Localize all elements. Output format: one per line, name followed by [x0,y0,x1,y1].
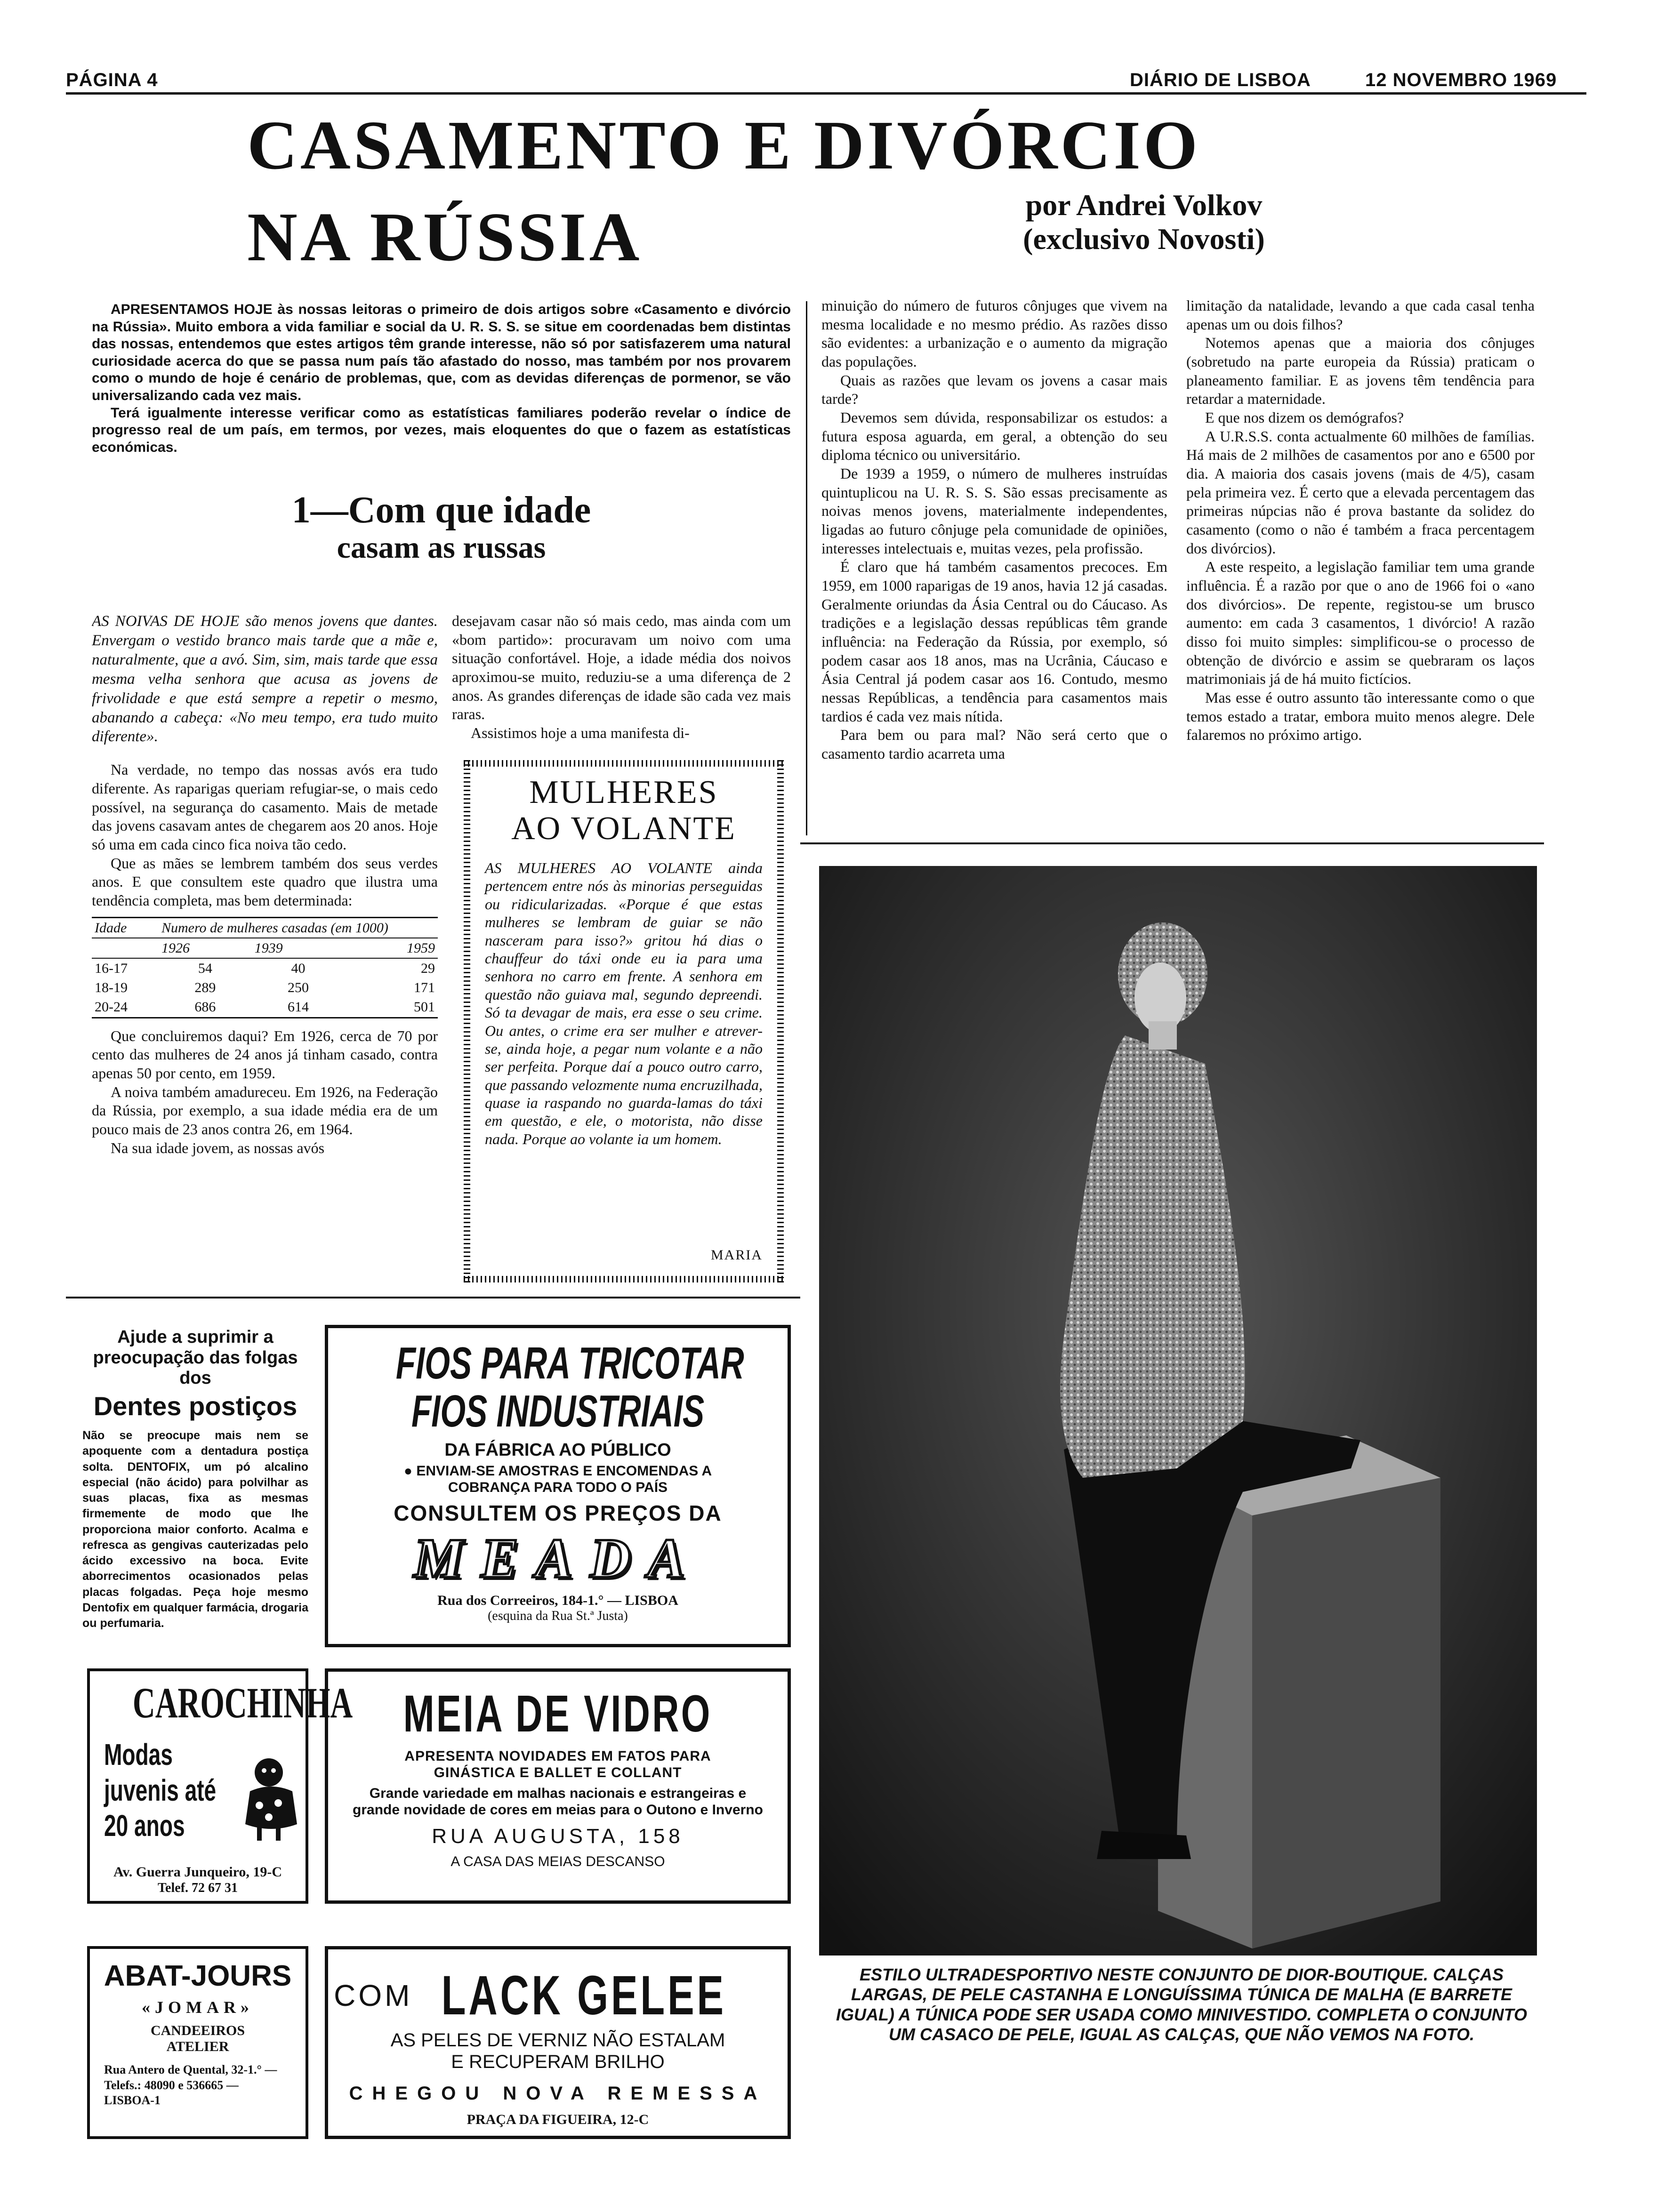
body-paragraph: E que nos dizem os demógrafos? [1205,409,1404,426]
body-paragraph: Na sua idade jovem, as nossas avós [111,1139,325,1156]
sidebar-title-line1: MULHERES [529,774,718,810]
ad-meia-brand: MEIA DE VIDRO [403,1685,713,1743]
body-paragraph: A noiva também amadureceu. Em 1926, na Federação da Rússia, por exemplo, a sua idade média era de um pouco mais de 23 anos contra 26, em 1964. [92,1083,438,1138]
article-column-4 [1186,297,1535,833]
ad-carochinha-line3: 20 anos [104,1809,185,1843]
article-column-2 [452,612,791,753]
header-rule [66,92,1586,95]
ad-lack-gelee [325,1946,791,2139]
body-paragraph: É claro que há também casamentos precoces. Em 1959, em 1000 raparigas de 19 anos, havia 12 já casadas. Geralmente oriundas da Ásia Central ou do Cáucaso. As tradições e a legislação dessas repúblicas têm grande influência: na Federação da Rússia, por exemplo, só podem casar aos 18 anos, mas na Ucrânia, Cáucaso e Ásia Central já podem casar aos 16. Contudo, mesmo nessas Repúblicas, a tendência para casamentos mais tardios é cada vez mais nítida. [821,558,1167,725]
body-paragraph: Quais as razões que levam os jovens a casar mais tarde? [821,371,1167,408]
body-paragraph: A U.R.S.S. conta actualmente 60 milhões de famílias. Há mais de 2 milhões de casamentos por ano e 6500 por dia. A maioria dos casais jovens (mais de 4/5), casam pela primeira vez. É certo que a elevada percentagem das primeiras núpcias não é prova bastante da solidez do casamento (como o não é também a fraca percentagem dos divórcios). [1186,427,1535,557]
byline-author: por Andrei Volkov [1025,188,1263,222]
section-subhead [92,489,791,565]
ad-meia-line1: APRESENTA NOVIDADES EM FATOS PARA GINÁSTICA E BALLET E COLLANT [404,1748,711,1780]
section-rule [800,842,1544,844]
article-title-line1: CASAMENTO E DIVÓRCIO [247,107,1201,184]
body-paragraph: Devemos sem dúvida, responsabilizar os estudos: a futura esposa aguarda, em geral, a obtenção do seu diploma técnico ou universitário. [821,409,1167,464]
sidebar-border-bottom [464,1276,784,1282]
table-year-row [92,938,438,958]
body-paragraph: De 1939 a 1959, o número de mulheres instruídas quintuplicou na U. R. S. S. São essas precisamente as noivas menos jovens, materialmente independentes, ligadas ao futuro cônjuge pela comunidade de opiniões, interesses intelectuais e, muitas vezes, pela profissão. [821,465,1167,557]
fashion-photo-image [819,866,1537,1956]
ad-lack-headline [328,1964,788,2028]
table-cell-age: 18-19 [95,980,128,996]
ad-lack-address: PRAÇA DA FIGUEIRA, 12-C [467,2112,649,2127]
photo-caption: ESTILO ULTRADESPORTIVO NESTE CONJUNTO DE DIOR-BOUTIQUE. CALÇAS LARGAS, DE PELE CASTANHA E LONGUÍSSIMA TÚNICA DE MALHA (E BARRETE IGUAL) A TÚNICA PODE SER USADA COMO MINIVESTIDO. COMPLETA O CONJUNTO UM CASACO DE PELE, IGUAL AS CALÇAS, QUE NÃO VEMOS NA FOTO. [836,1965,1528,2044]
page-number: PÁGINA 4 [66,70,158,90]
ad-carochinha-line1: Modas [104,1738,173,1771]
article-column-3 [821,297,1167,833]
body-paragraph: Na verdade, no tempo das nossas avós era tudo diferente. As raparigas queriam refugiar-se, o mais cedo possível, na segurança do casamento. Mais de metade das jovens casavam antes de chegarem aos 20 anos. Hoje só uma em cada cinco fica noiva tão cedo. [92,761,438,853]
table-cell: 171 [414,980,435,996]
ad-dentes-headline: Dentes postiços [93,1391,298,1421]
body-paragraph: Que as mães se lembrem também dos seus verdes anos. E que consultem este quadro que ilustra uma tendência completa, mas bem determinada: [92,854,438,909]
ad-abat-line1: CANDEEIROS [150,2023,245,2038]
subhead-line1: 1—Com que idade [291,489,591,531]
sidebar-signature: MARIA [710,1247,763,1263]
table-cell-age: 16-17 [95,961,128,977]
body-paragraph: Que concluiremos daqui? Em 1926, cerca de 70 por cento das mulheres de 24 anos já tinham casado, contra apenas 50 por cento, em 1959. [92,1027,438,1082]
table-row [92,978,438,997]
sidebar-border-left [464,760,470,1282]
ad-meia-tagline: A CASA DAS MEIAS DESCANSO [450,1854,665,1869]
body-paragraph: limitação da natalidade, levando a que cada casal tenha apenas um ou dois filhos? [1186,297,1535,333]
column-rule [806,301,807,835]
table-row [92,997,438,1017]
ad-meada-line5: CONSULTEM OS PREÇOS DA [394,1501,722,1525]
body-paragraph: Para bem ou para mal? Não será certo que o casamento tardio acarreta uma [821,726,1167,762]
ad-meada-address2: (esquina da Rua St.ª Justa) [488,1609,628,1623]
ad-lack-prefix: COM [334,1979,413,2012]
ad-carochinha [87,1668,353,1904]
sidebar-border-top [464,760,784,767]
sidebar-title [478,774,770,847]
ad-carochinha-brand: CAROCHINHA [132,1679,353,1727]
ad-meia-line2: Grande variedade em malhas nacionais e estrangeiras e grande novidade de cores em meias para o Outono e Inverno [353,1786,763,1818]
issue-date: 12 NOVEMBRO 1969 [1365,70,1557,90]
ad-carochinha-phone: Telef. 72 67 31 [157,1881,238,1895]
table-year: 1959 [407,940,435,956]
article-byline [979,188,1309,256]
body-paragraph: A este respeito, a legislação familiar tem uma grande influência. É a razão por que o ano de 1966 foi o «ano dos divórcios». De repente, registou-se um brusco aumento: em cada 3 casamentos, 1 divórcio! A razão disso foi muito simples: simplificou-se o processo de obtenção de divórcio e assim se quebraram os laços matrimoniais já de há muito fictícios. [1186,558,1535,688]
body-paragraph: Notemos apenas que a maioria dos cônjuges (sobretudo na parte europeia da Rússia) praticam o planeamento familiar. E as jovens têm tendência para retardar a maternidade. [1186,334,1535,408]
table-cell: 501 [414,999,435,1015]
ad-carochinha-text [104,1737,236,1844]
ad-dentes-body: Não se preocupe mais nem se apoquente com a dentadura postiça solta. DENTOFIX, um pó alcalino especial (não ácido) para polvilhar as suas placas, fixa as mesmas firmemente de modo que lhe proporciona maior conforto. Acalma e refresca as gengivas cauterizadas pelo ácido excessivo na boca. Evite aborrecimentos ocasionados pelas placas folgadas. Peça hoje mesmo Dentofix em qualquer farmácia, drogaria ou perfumaria. [82,1429,308,1630]
ad-meia-address: RUA AUGUSTA, 158 [432,1825,684,1848]
ad-lack-brand: LACK GELEE [442,1964,727,2027]
ad-meada-line4: ● ENVIAM-SE AMOSTRAS E ENCOMENDAS A COBRANÇA PARA TODO O PAÍS [403,1463,712,1495]
ad-meia-de-vidro [325,1668,791,1904]
subhead-line2: casam as russas [337,530,546,565]
sidebar-text: AS MULHERES AO VOLANTE ainda pertencem entre nós às minorias perseguidas ou ridicularizadas. «Porque é que estas mulheres se lembram de guiar se não nasceram para isso?» gritou há dias o chauffeur do táxi onde eu ia para uma senhora no carro em frente. A senhora em questão não guiava mal, segundo depreendi. Só ta devagar de mais, era esse o seu crime. Ou antes, o crime era ser mulher e atrever-se, ainda hoje, a pegar num volante e a não ser perfeita. Porque daí a pouco outro carro, que passando velozmente numa encruzilhada, quase ia raspando no guarda-lamas do táxi em questão, e ele, o motorista, não disse nada. Porque ao volante ia um homem. [485,859,763,1147]
byline-source: (exclusivo Novosti) [1023,222,1265,256]
ad-meada-line1: FIOS PARA TRICOTAR [395,1338,744,1388]
table-header-age: Idade [95,920,127,936]
table-year: 1926 [161,940,190,956]
table-cell: 686 [194,999,216,1015]
table-cell: 40 [291,961,306,977]
table-header-group: Numero de mulheres casadas (em 1000) [161,920,388,936]
sidebar-box [464,760,784,1282]
ad-abat-jours [87,1946,308,2139]
ad-meada-line3: DA FÁBRICA AO PÚBLICO [444,1440,671,1460]
ad-dentes-line1: Ajude a suprimir a preocupação das folgas dos [93,1327,298,1388]
table-cell: 29 [421,961,435,977]
body-paragraph: Mas esse é outro assunto tão interessante como o que temos estado a tratar, embora muito menos alegre. Dele falaremos no próximo artigo. [1186,689,1535,744]
ad-abat-line2: ATELIER [166,2039,229,2054]
table-cell: 289 [194,980,216,996]
newspaper-name: DIÁRIO DE LISBOA [1130,70,1311,90]
lead-paragraph: AS NOIVAS DE HOJE são menos jovens que dantes. Envergam o vestido branco mais tarde que a mãe e, naturalmente, que a avó. Sim, sim, mais tarde que essa mesma velha senhora que acusa as jovens de frivolidade e que está sempre a repetir o mesmo, abanando a cabeça: «No meu tempo, era tudo muito diferente». [92,613,438,745]
marriage-table [92,917,438,1018]
body-paragraph: desejavam casar não só mais cedo, mas ainda com um «bom partido»: procuravam um noivo com uma situação confortável. Hoje, a idade média dos noivos aproximou-se muito, reduziu-se a uma diferença de 2 anos. As grandes diferenças de idade são cada vez mais raras. [452,612,791,723]
ad-meada-line2: FIOS INDUSTRIAIS [411,1386,705,1436]
intro-paragraph: APRESENTAMOS HOJE às nossas leitoras o primeiro de dois artigos sobre «Casamento e divórcio na Rússia». Muito embora a vida familiar e social da U. R. S. S. se situe em coordenadas bem distintas das nossas, entendemos que estes artigos têm grande interesse, não só por satisfazerem uma natural curiosidade acerca do que se passa num país tão afastado do nosso, mas também por nos provarem como o mundo de hoje é cenário de problemas, que, com as devidas diferenças de pormenor, se vão universalizando cada vez mais. [92,302,791,403]
ad-carochinha-address: Av. Guerra Junqueiro, 19-C [113,1864,282,1880]
table-row [92,958,438,978]
ad-carochinha-line2: juvenis até [104,1773,217,1807]
ad-meada [325,1325,791,1647]
ad-meada-address: Rua dos Correeiros, 184-1.° — LISBOA [437,1593,678,1608]
article-title-line2: NA RÚSSIA [247,199,643,276]
ad-abat-address: Rua Antero de Quental, 32-1.° — Telefs.: 48090 e 536665 — LISBOA-1 [104,2063,277,2107]
table-cell: 250 [287,980,309,996]
body-paragraph: Assistimos hoje a uma manifesta di- [471,724,690,742]
intro-paragraph: Terá igualmente interesse verificar como as estatísticas familiares poderão revelar o índice de progresso real de um país, em termos, por vezes, mais eloquentes do que o fazem as estatísticas económicas. [92,405,791,455]
ladybug-doll-icon [241,1754,302,1843]
fashion-photo [819,866,1537,1956]
ad-lack-line1: AS PELES DE VERNIZ NÃO ESTALAM E RECUPERAM BRILHO [390,2030,725,2072]
table-cell: 614 [287,999,309,1015]
ad-abat-brand: ABAT-JOURS [104,1960,292,1992]
ad-abat-name: «JOMAR» [142,1998,254,2017]
table-cell: 54 [198,961,212,977]
article-column-1 [92,612,438,1290]
sidebar-title-line2: AO VOLANTE [511,810,736,847]
sidebar-border-right [777,760,784,1282]
ad-lack-line2: CHEGOU NOVA REMESSA [349,2083,767,2104]
article-intro [92,301,791,456]
table-header-row [92,918,438,938]
body-paragraph: minuição do número de futuros cônjuges que vivem na mesma localidade e no mesmo prédio. As razões disso são evidentes: a urbanização e o aumento da migração das populações. [821,297,1167,370]
section-rule [66,1297,800,1298]
table-cell-age: 20-24 [95,999,128,1015]
ad-meada-brand: MEADA [413,1527,702,1589]
table-year: 1939 [254,940,283,956]
